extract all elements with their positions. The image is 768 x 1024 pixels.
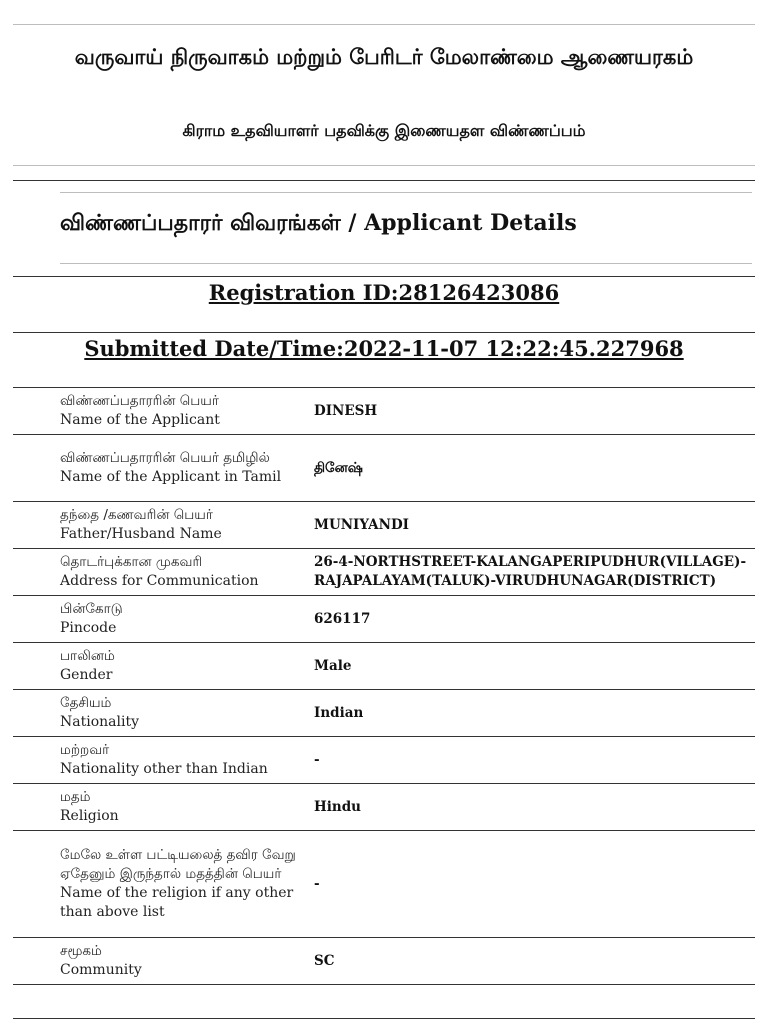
detail-label-tamil: மற்றவர்: [60, 742, 110, 758]
detail-label-tamil: விண்ணப்பதாரரின் பெயர்: [60, 393, 219, 409]
detail-value: 626117: [314, 610, 371, 627]
detail-value: -: [314, 875, 320, 892]
detail-label: [13, 784, 314, 831]
detail-label: [13, 596, 314, 643]
detail-label-english: Nationality: [60, 714, 139, 730]
detail-label-tamil: பின்கோடு: [60, 601, 123, 617]
detail-row: [13, 737, 755, 784]
detail-label-tamil: விண்ணப்பதாரரின் பெயர் தமிழில்: [60, 450, 270, 466]
detail-label-tamil: தந்தை /கணவரின் பெயர்: [60, 507, 213, 523]
detail-label-english: Nationality other than Indian: [60, 761, 268, 777]
detail-row: [13, 690, 755, 737]
detail-label-tamil: மதம்: [60, 789, 91, 805]
section-heading-tamil: விண்ணப்பதாரர் விவரங்கள்: [60, 211, 341, 236]
detail-label-tamil: சமூகம்: [60, 943, 102, 959]
detail-label-english: Name of the Applicant in Tamil: [60, 469, 282, 485]
applicant-details-table: [13, 387, 755, 985]
detail-row: [13, 435, 755, 502]
detail-value: MUNIYANDI: [314, 516, 409, 533]
detail-label-english: Father/Husband Name: [60, 526, 222, 542]
detail-value: Male: [314, 657, 352, 674]
detail-label-english: Name of the Applicant: [60, 412, 220, 428]
detail-value: DINESH: [314, 402, 378, 419]
detail-label-english: Religion: [60, 808, 119, 824]
detail-value: SC: [314, 952, 335, 969]
detail-label-english: Pincode: [60, 620, 117, 636]
detail-row: [13, 502, 755, 549]
section-heading: [60, 210, 577, 239]
detail-row: [13, 549, 755, 596]
detail-label-english: Gender: [60, 667, 113, 683]
detail-label-tamil: பாலினம்: [60, 648, 115, 664]
detail-value: Hindu: [314, 798, 361, 815]
detail-label-tamil: தொடர்புக்கான முகவரி: [60, 554, 203, 570]
detail-label: [13, 643, 314, 690]
page-title: வருவாய் நிருவாகம் மற்றும் பேரிடர் மேலாண்மை ஆணையரகம்: [74, 45, 694, 69]
detail-value: Indian: [314, 704, 364, 721]
section-top-border: [13, 180, 755, 181]
top-divider: [13, 24, 755, 25]
detail-label: [13, 831, 314, 938]
registration-id: Registration ID:28126423086: [208, 280, 560, 305]
registration-top-border: [13, 276, 755, 277]
bottom-divider: [13, 1018, 755, 1019]
detail-row: [13, 784, 755, 831]
detail-label-english: Community: [60, 962, 142, 978]
detail-label: [13, 938, 314, 985]
detail-value: தினேஷ்: [314, 459, 363, 476]
detail-value: 26-4-NORTHSTREET-KALANGAPERIPUDHUR(VILLAGE)-RAJAPALAYAM(TALUK)-VIRUDHUNAGAR(DISTRICT): [314, 554, 747, 589]
detail-label-tamil: மேலே உள்ள பட்டியலைத் தவிர வேறு ஏதேனும் இருந்தால் மதத்தின் பெயர்: [60, 847, 296, 882]
detail-label-tamil: தேசியம்: [60, 695, 112, 711]
detail-row: [13, 831, 755, 938]
section-heading-top-divider: [60, 192, 752, 193]
section-heading-bottom-divider: [60, 263, 752, 264]
submitted-top-border: [13, 332, 755, 333]
detail-label-english: Address for Communication: [60, 573, 259, 589]
detail-row: [13, 938, 755, 985]
header-divider: [13, 165, 755, 166]
detail-label: [13, 388, 314, 435]
detail-label: [13, 690, 314, 737]
detail-row: [13, 643, 755, 690]
detail-row: [13, 596, 755, 643]
detail-label: [13, 502, 314, 549]
detail-value: -: [314, 751, 320, 768]
detail-label: [13, 435, 314, 502]
page-subtitle: கிராம உதவியாளர் பதவிக்கு இணையதள விண்ணப்பம்: [182, 121, 586, 140]
detail-row: [13, 388, 755, 435]
detail-label: [13, 549, 314, 596]
submitted-datetime: Submitted Date/Time:2022-11-07 12:22:45.227968: [84, 336, 684, 361]
detail-label: [13, 737, 314, 784]
detail-label-english: Name of the religion if any other than above list: [60, 885, 294, 920]
section-heading-english: / Applicant Details: [340, 210, 577, 236]
